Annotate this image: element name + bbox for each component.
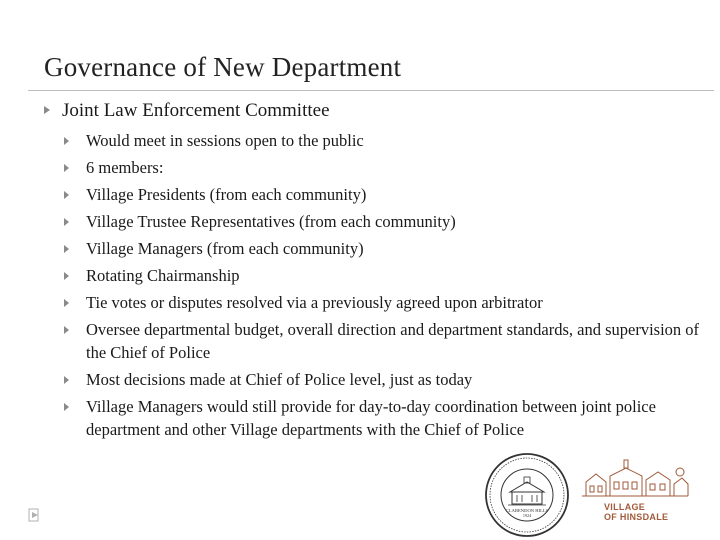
- sub-bullet-item: Tie votes or disputes resolved via a previously agreed upon arbitrator: [64, 291, 704, 314]
- bullet-arrow-icon: [44, 106, 50, 114]
- slide-navigation-icon[interactable]: [28, 508, 42, 524]
- hinsdale-logo-text-line1: VILLAGE: [604, 502, 646, 512]
- sub-bullet-item: Oversee departmental budget, overall direction and department standards, and supervision of the Chief of Police: [64, 318, 704, 364]
- slide-title: Governance of New Department: [44, 52, 402, 82]
- bullet-arrow-icon: [64, 245, 69, 253]
- level1-bullet-text: Joint Law Enforcement Committee: [62, 100, 330, 121]
- bullet-arrow-icon: [64, 137, 69, 145]
- sub-bullet-item: Most decisions made at Chief of Police level, just as today: [64, 368, 704, 391]
- bullet-arrow-icon: [64, 299, 69, 307]
- clarendon-hills-seal-icon: [484, 452, 570, 538]
- level1-bullet: [44, 99, 330, 123]
- sub-bullet-item: Rotating Chairmanship: [64, 264, 704, 287]
- sub-bullet-item: Village Managers would still provide for day-to-day coordination between joint police department and other Village departments with the Chief of Police: [64, 395, 704, 441]
- sub-bullet-list: [64, 129, 704, 445]
- bullet-arrow-icon: [64, 376, 69, 384]
- sub-bullet-item: Village Managers (from each community): [64, 237, 704, 260]
- seal-text-year: 1924: [522, 513, 532, 518]
- sub-bullet-item: Village Presidents (from each community): [64, 183, 704, 206]
- bullet-arrow-icon: [64, 403, 69, 411]
- seal-text-clarendon-hills: CLARENDON HILLS: [505, 508, 549, 513]
- bullet-arrow-icon: [64, 164, 69, 172]
- hinsdale-logo-text-line2: OF HINSDALE: [604, 512, 669, 522]
- bullet-arrow-icon: [64, 191, 69, 199]
- bullet-arrow-icon: [64, 218, 69, 226]
- sub-bullet-item: Would meet in sessions open to the public: [64, 129, 704, 152]
- sub-bullet-item: 6 members:: [64, 156, 704, 179]
- title-divider: [28, 90, 714, 91]
- sub-bullet-item: Village Trustee Representatives (from each community): [64, 210, 704, 233]
- bullet-arrow-icon: [64, 326, 69, 334]
- bullet-arrow-icon: [64, 272, 69, 280]
